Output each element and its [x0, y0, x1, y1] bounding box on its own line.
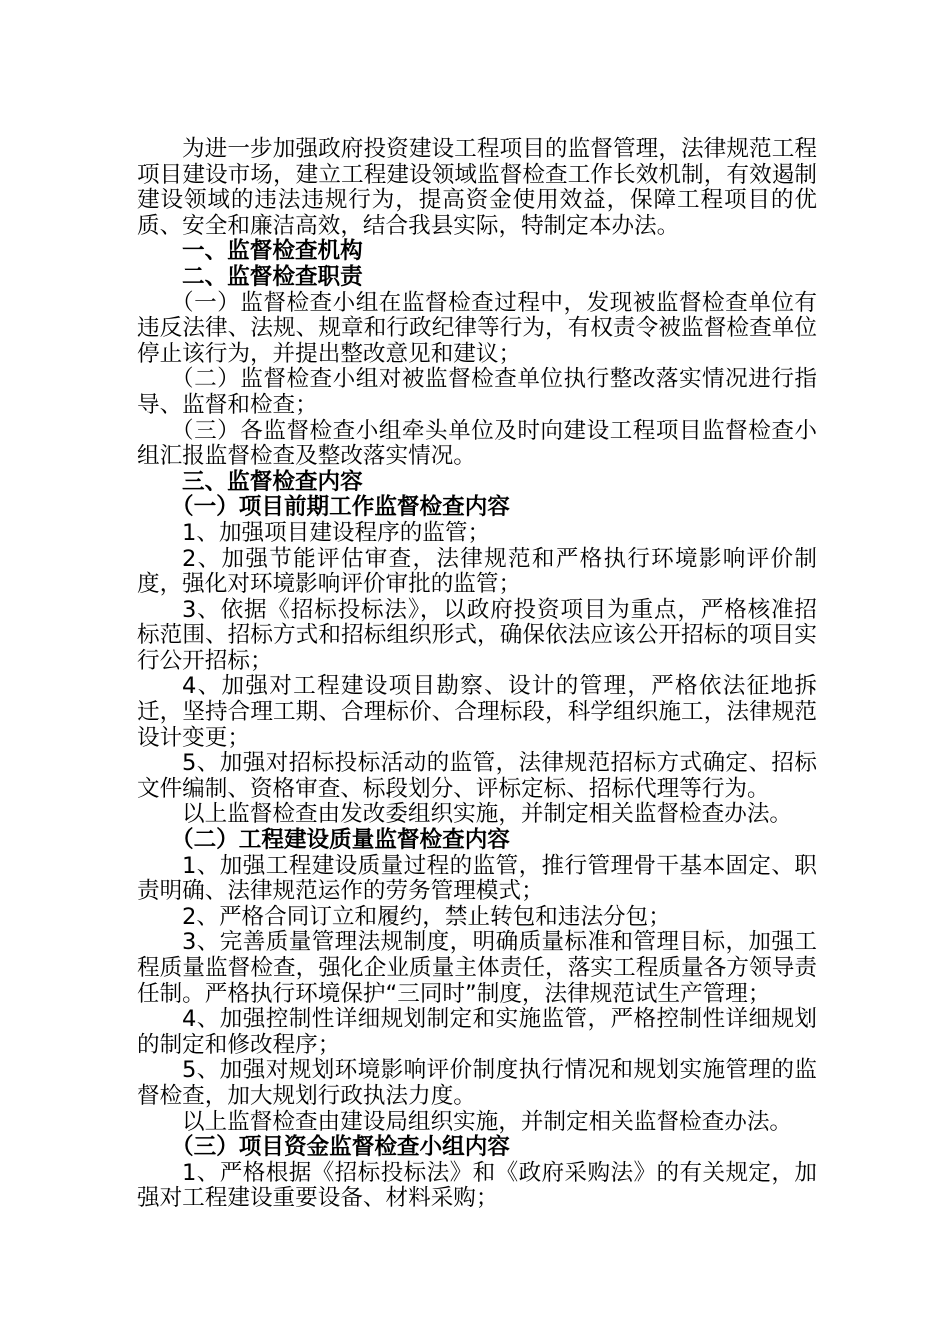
section-heading-3: 三、监督检查内容	[182, 468, 363, 495]
summary-note: 以上监督检查由发改委组织实施，并制定相关监督检查办法。	[182, 801, 793, 828]
list-item: 1、严格根据《招标投标法》和《政府采购法》的有关规定，加强对工程建设重要设备、材料采购；	[137, 1159, 817, 1212]
list-item: 4、加强对工程建设项目勘察、设计的管理，严格依法征地拆迁，坚持合理工期、合理标价、合理标段，科学组织施工，法律规范设计变更；	[137, 673, 817, 751]
duty-item-2: （二）监督检查小组对被监督检查单位执行整改落实情况进行指导、监督和检查；	[137, 366, 817, 418]
list-item: 3、依据《招标投标法》，以政府投资项目为重点，严格核准招标范围、招标方式和招标组织形式，确保依法应该公开招标的项目实行公开招标；	[137, 596, 817, 674]
list-item: 3、完善质量管理法规制度，明确质量标准和管理目标，加强工程质量监督检查，强化企业质量主体责任，落实工程质量各方领导责任制。严格执行环境保护“三同时”制度，法律规范试生产管理；	[137, 929, 817, 1007]
summary-note: 以上监督检查由建设局组织实施，并制定相关监督检查办法。	[182, 1108, 793, 1135]
list-item: 4、加强控制性详细规划制定和实施监管，严格控制性详细规划的制定和修改程序；	[137, 1006, 817, 1058]
document-body	[137, 137, 817, 1212]
duty-item-3: （三）各监督检查小组牵头单位及时向建设工程项目监督检查小组汇报监督检查及整改落实情况。	[137, 417, 817, 470]
list-item: 1、加强项目建设程序的监管；	[182, 519, 491, 546]
subsection-heading-1: （一）项目前期工作监督检查内容	[171, 494, 510, 521]
list-item: 5、加强对招标投标活动的监管，法律规范招标方式确定、招标文件编制、资格审查、标段划分、评标定标、招标代理等行为。	[137, 750, 817, 802]
subsection-heading-2: （二）工程建设质量监督检查内容	[171, 827, 510, 854]
list-item: 2、严格合同订立和履约，禁止转包和违法分包；	[182, 903, 671, 930]
section-heading-2: 二、监督检查职责	[182, 263, 363, 290]
duty-item-1: （一）监督检查小组在监督检查过程中，发现被监督检查单位有违反法律、法规、规章和行政纪律等行为，有权责令被监督检查单位停止该行为，并提出整改意见和建议；	[137, 289, 817, 367]
subsection-heading-3: （三）项目资金监督检查小组内容	[171, 1134, 510, 1161]
intro-paragraph: 为进一步加强政府投资建设工程项目的监督管理，法律规范工程项目建设市场，建立工程建设领域监督检查工作长效机制，有效遏制建设领域的违法违规行为，提高资金使用效益，保障工程项目的优质、安全和廉洁高效，结合我县实际，特制定本办法。	[137, 136, 817, 239]
list-item: 5、加强对规划环境影响评价制度执行情况和规划实施管理的监督检查，加大规划行政执法力度。	[137, 1057, 817, 1109]
list-item: 2、加强节能评估审查，法律规范和严格执行环境影响评价制度，强化对环境影响评价审批的监管；	[137, 545, 817, 598]
section-heading-1: 一、监督检查机构	[182, 238, 363, 265]
list-item: 1、加强工程建设质量过程的监管，推行管理骨干基本固定、职责明确、法律规范运作的劳务管理模式；	[137, 852, 817, 905]
